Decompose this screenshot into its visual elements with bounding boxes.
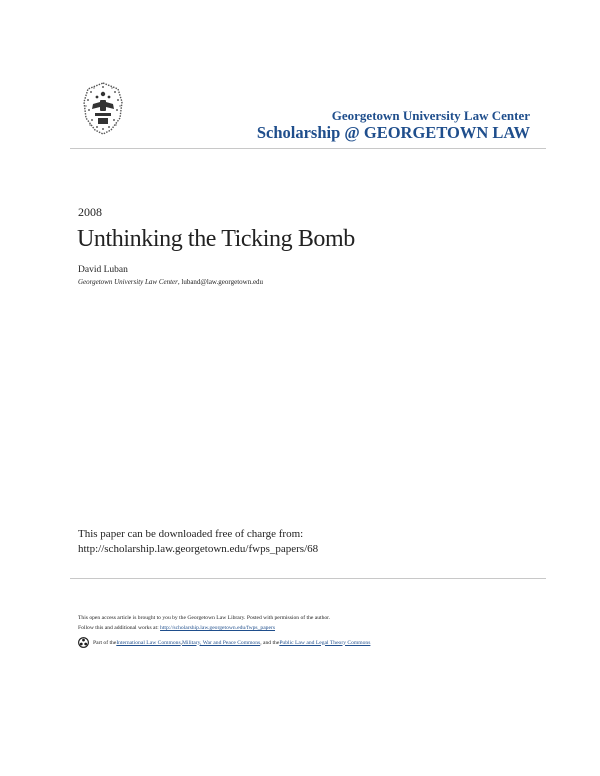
author-name: David Luban bbox=[78, 265, 128, 275]
repository-name[interactable]: Scholarship @ GEORGETOWN LAW bbox=[256, 123, 530, 142]
open-access-notice: This open access article is brought to you by the Georgetown Law Library. Posted with permission of the author. bbox=[78, 615, 331, 621]
part-of-line bbox=[78, 637, 370, 648]
download-url[interactable]: http://scholarship.law.georgetown.edu/fwps_papers/68 bbox=[78, 543, 319, 555]
separator-1: , bbox=[180, 639, 183, 646]
footer-notice bbox=[78, 613, 330, 633]
commons-network-icon bbox=[78, 637, 89, 648]
repository-header bbox=[257, 108, 530, 143]
public-law-theory-link[interactable]: Public Law and Legal Theory Commons bbox=[279, 639, 371, 646]
affiliation-email: , luband@law.georgetown.edu bbox=[177, 278, 264, 286]
institution-name: Georgetown University Law Center bbox=[331, 108, 530, 123]
author-affiliation bbox=[78, 278, 263, 286]
partof-prefix: Part of the bbox=[93, 639, 117, 646]
military-war-peace-link[interactable]: Military, War and Peace Commons bbox=[182, 639, 261, 646]
publication-year: 2008 bbox=[78, 205, 102, 219]
follow-line bbox=[78, 623, 330, 633]
follow-prefix: Follow this and additional works at: bbox=[78, 625, 161, 631]
affiliation-institution: Georgetown University Law Center bbox=[78, 278, 178, 286]
international-law-link[interactable]: International Law Commons bbox=[116, 639, 181, 646]
follow-link[interactable]: http://scholarship.law.georgetown.edu/fwps_papers bbox=[160, 625, 276, 631]
header-divider bbox=[70, 148, 546, 149]
georgetown-seal-icon bbox=[78, 80, 128, 136]
paper-title: Unthinking the Ticking Bomb bbox=[77, 226, 355, 252]
footer-divider bbox=[70, 578, 546, 579]
download-info bbox=[78, 527, 318, 557]
separator-2: , and the bbox=[260, 639, 280, 646]
download-text: This paper can be downloaded free of charge from: bbox=[78, 528, 304, 540]
